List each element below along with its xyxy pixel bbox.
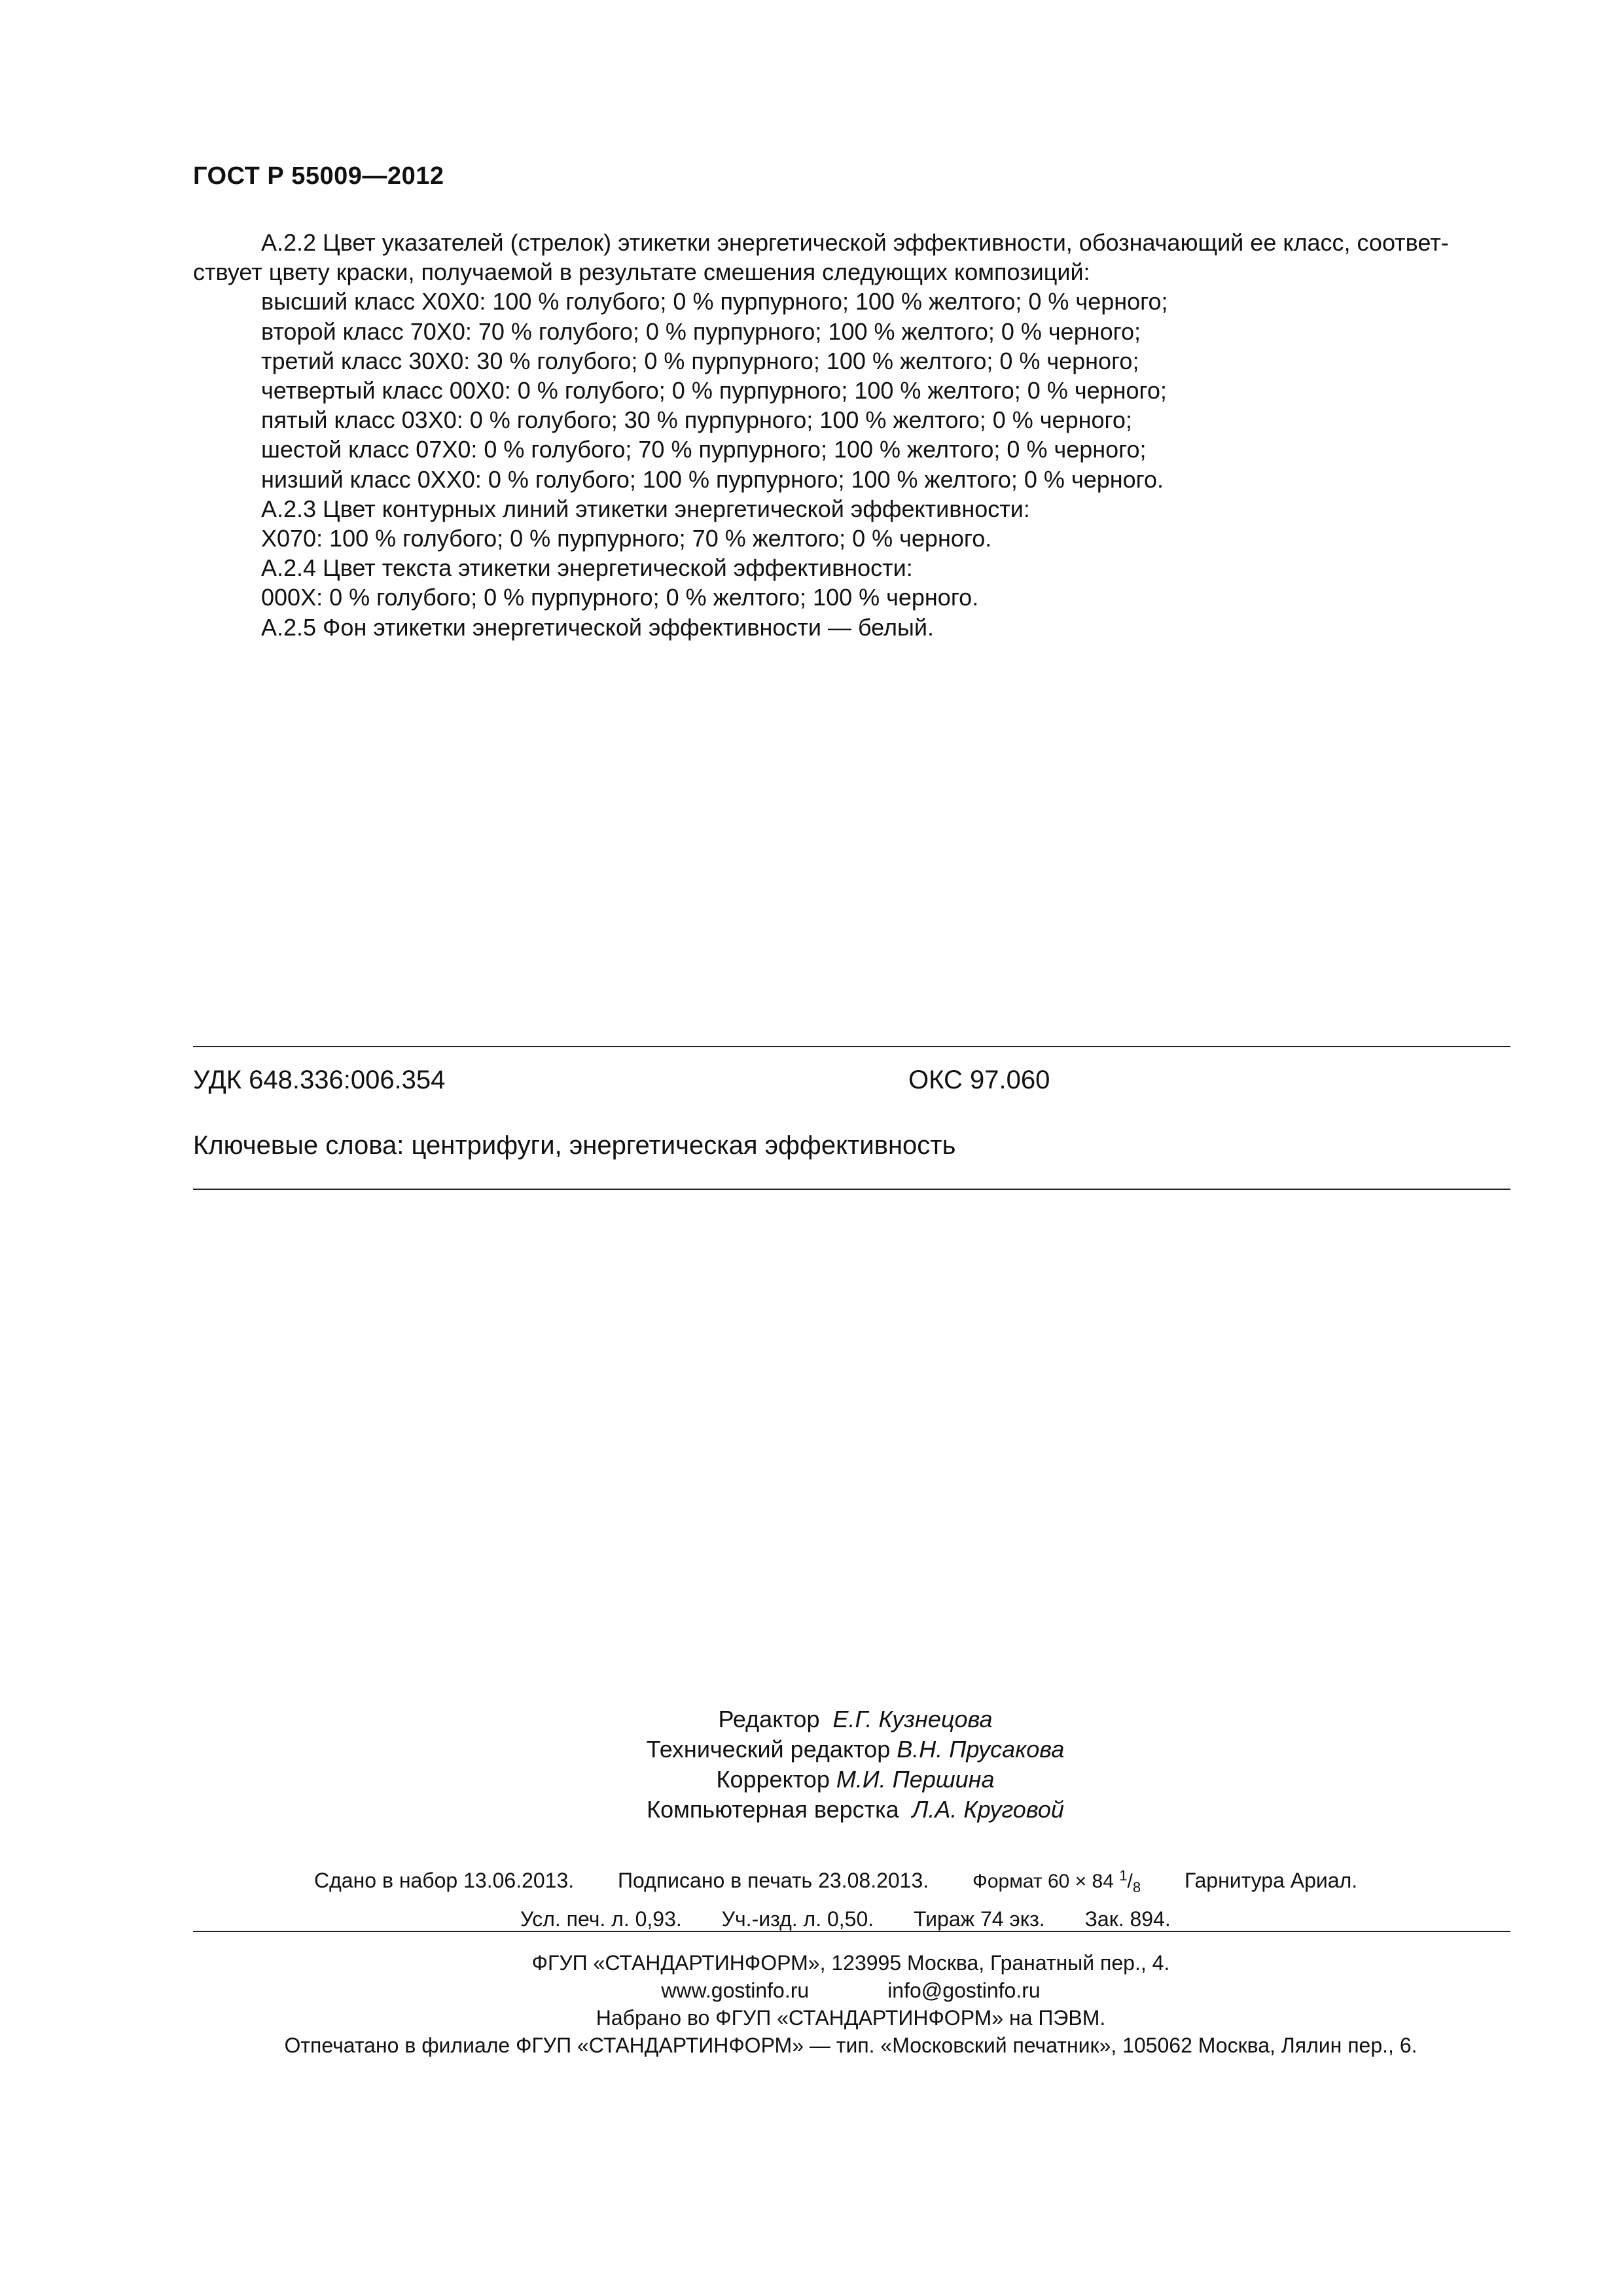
- print-info: [314, 1860, 1505, 1935]
- print-run: Тираж 74 экз.: [914, 1907, 1045, 1931]
- publication-sheets: Уч.-изд. л. 0,50.: [721, 1907, 874, 1931]
- printed-note: Отпечатано в филиале ФГУП «СТАНДАРТИНФОРМ» — тип. «Московский печатник», 105062 Москва, Лялин пер., 6.: [284, 2034, 1418, 2057]
- credit-layout: [0, 1795, 1623, 1825]
- document-code: ГОСТ Р 55009—2012: [193, 162, 444, 190]
- divider-bottom: [193, 1189, 1510, 1190]
- format-prefix: Формат 60 × 84: [972, 1871, 1114, 1892]
- paragraph-a25: А.2.5 Фон этикетки энергетической эффективности — белый.: [261, 613, 935, 641]
- publisher-email[interactable]: info@gostinfo.ru: [887, 1979, 1041, 2002]
- publisher-address: ФГУП «СТАНДАРТИНФОРМ», 123995 Москва, Гранатный пер., 4.: [531, 1951, 1170, 1975]
- format-denominator: 8: [1132, 1879, 1141, 1895]
- credit-name: М.И. Першина: [836, 1766, 995, 1793]
- publisher-block: [0, 1949, 1623, 2059]
- divider-publisher: [193, 1931, 1510, 1932]
- divider-top: [193, 1046, 1510, 1047]
- paragraph-a23: А.2.3 Цвет контурных линий этикетки энергетической эффективности:: [261, 495, 1030, 522]
- print-info-line-2: [314, 1903, 1505, 1935]
- class-line-top: высший класс Х0Х0: 100 % голубого; 0 % пурпурного; 100 % желтого; 0 % черного;: [261, 288, 1168, 315]
- credit-label: Технический редактор: [646, 1736, 891, 1763]
- credits-block: [0, 1704, 1623, 1825]
- print-info-line-1: [314, 1860, 1505, 1903]
- paper-format: Формат 60 × 84 $^1/_8$: [972, 1867, 1141, 1895]
- publisher-contacts: [0, 1977, 1623, 2004]
- credit-editor: [0, 1704, 1623, 1734]
- print-sheets: Усл. печ. л. 0,93.: [520, 1907, 682, 1931]
- order-number: Зак. 894.: [1084, 1907, 1171, 1931]
- class-line-third: третий класс 30Х0: 30 % голубого; 0 % пурпурного; 100 % желтого; 0 % черного;: [261, 347, 1139, 374]
- typeface: Гарнитура Ариал.: [1184, 1869, 1358, 1892]
- credit-label: Компьютерная верстка: [647, 1796, 899, 1823]
- class-line-fourth: четвертый класс 00Х0: 0 % голубого; 0 % пурпурного; 100 % желтого; 0 % черного;: [261, 377, 1167, 404]
- sent-date: Сдано в набор 13.06.2013.: [314, 1869, 575, 1892]
- format-numerator: 1: [1119, 1867, 1128, 1884]
- credit-name: Е.Г. Кузнецова: [832, 1706, 993, 1732]
- class-line-second: второй класс 70Х0: 70 % голубого; 0 % пурпурного; 100 % желтого; 0 % черного;: [261, 317, 1141, 345]
- class-line-lowest: низший класс 0ХХ0: 0 % голубого; 100 % пурпурного; 100 % желтого; 0 % черного.: [261, 465, 1164, 493]
- credit-label: Редактор: [718, 1706, 820, 1732]
- class-line-sixth: шестой класс 07Х0: 0 % голубого; 70 % пурпурного; 100 % желтого; 0 % черного;: [261, 436, 1147, 463]
- typeset-note: Набрано во ФГУП «СТАНДАРТИНФОРМ» на ПЭВМ.: [596, 2006, 1106, 2030]
- credit-name: В.Н. Прусакова: [897, 1736, 1065, 1763]
- paragraph-a24: А.2.4 Цвет текста этикетки энергетической эффективности:: [261, 554, 913, 582]
- oks-code: ОКС 97.060: [908, 1066, 1050, 1094]
- contour-color-line: Х070: 100 % голубого; 0 % пурпурного; 70 % желтого; 0 % черного.: [261, 525, 992, 552]
- credit-label: Корректор: [716, 1766, 830, 1793]
- paragraph-a22: А.2.2 Цвет указателей (стрелок) этикетки энергетической эффективности, обозначающий ее класс, соответ-ствует цвету краски, получаемой в результате смешения следующих композиций:: [193, 229, 1449, 286]
- credit-tech-editor: [0, 1734, 1623, 1765]
- signed-date: Подписано в печать 23.08.2013.: [618, 1869, 929, 1892]
- annex-section: [193, 228, 1499, 642]
- class-line-fifth: пятый класс 03Х0: 0 % голубого; 30 % пурпурного; 100 % желтого; 0 % черного;: [261, 406, 1132, 434]
- credit-corrector: [0, 1765, 1623, 1795]
- udk-code: УДК 648.336:006.354: [193, 1066, 446, 1094]
- publisher-website[interactable]: www.gostinfo.ru: [661, 1979, 810, 2002]
- keywords: Ключевые слова: центрифуги, энергетическая эффективность: [193, 1131, 956, 1160]
- text-color-line: 000Х: 0 % голубого; 0 % пурпурного; 0 % желтого; 100 % черного.: [261, 584, 979, 611]
- credit-name: Л.А. Круговой: [912, 1796, 1064, 1823]
